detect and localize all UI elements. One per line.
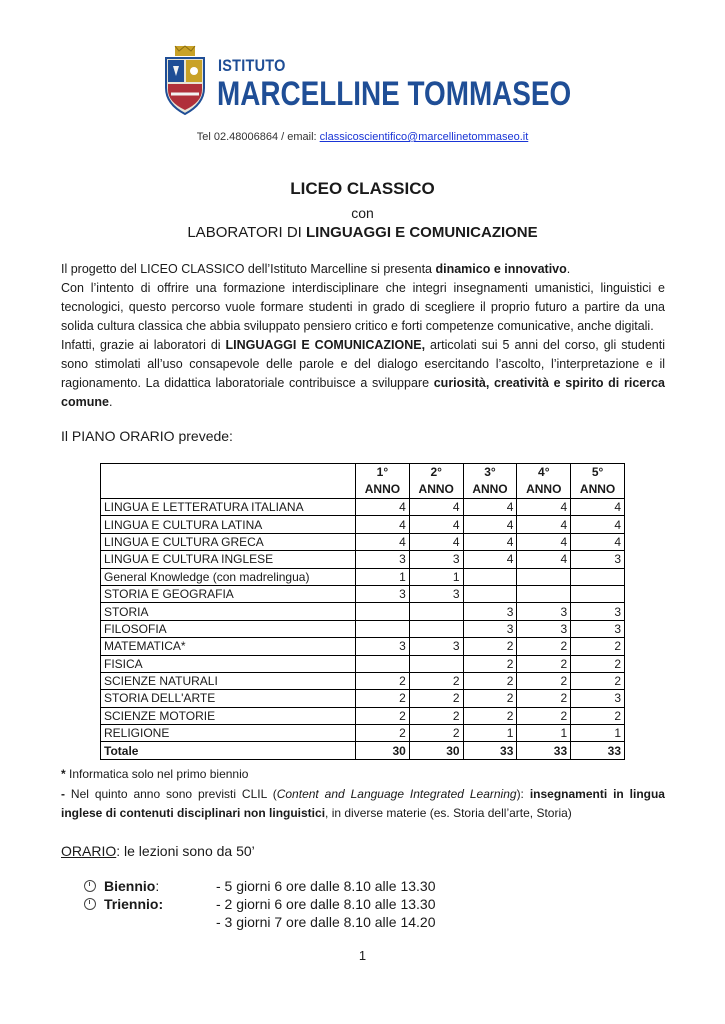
table-row [101,516,625,533]
table-hours-cell: 3 [409,585,463,602]
table-hours-cell: 1 [463,725,517,742]
table-hours-cell: 3 [356,551,410,568]
table-hours-cell: 3 [356,638,410,655]
table-hours-cell [463,585,517,602]
table-subject-cell: LINGUA E CULTURA LATINA [101,516,356,533]
table-subject-cell: LINGUA E CULTURA GRECA [101,533,356,550]
intro-paragraph-2: Con l’intento di offrire una formazione interdisciplinare che integri insegnamenti umanistici, linguistici e tecnologici, questo percorso vuole formare studenti in grado di scegliere il proprio futuro a partire da una solida cultura classica che abbia sviluppato pensiero critico e forti competenze comunicative, anche digitali. [61,281,665,333]
table-hours-cell: 2 [409,725,463,742]
table-hours-cell: 30 [356,742,410,759]
subtitle-con: con [351,205,374,221]
tel-text: Tel 02.48006864 / email: [196,131,320,143]
table-header-year: 2° ANNO [409,464,463,499]
triennio-label: Triennio: [104,896,164,912]
schedule-biennio: Biennio: - 5 giorni 6 ore dalle 8.10 alle 13.30 [84,878,214,894]
table-hours-cell: 1 [517,725,571,742]
table-hours-cell [356,655,410,672]
table-hours-cell [463,568,517,585]
page-title: LICEO CLASSICO [290,179,435,198]
table-hours-cell: 2 [571,638,625,655]
table-hours-cell: 4 [517,499,571,516]
table-hours-cell: 4 [463,533,517,550]
table-row [101,672,625,689]
table-hours-cell: 4 [571,499,625,516]
table-row [101,568,625,585]
table-subject-cell: STORIA [101,603,356,620]
crest-icon [163,44,207,116]
table-row [101,551,625,568]
table-hours-cell: 30 [409,742,463,759]
table-hours-cell: 3 [463,603,517,620]
table-total-row [101,742,625,759]
lab-bold: LINGUAGGI E COMUNICAZIONE [305,224,538,241]
table-hours-cell: 1 [356,568,410,585]
table-hours-cell: 33 [571,742,625,759]
school-logo [163,44,572,116]
table-hours-cell: 2 [517,707,571,724]
subtitle-lab [0,224,725,241]
table-subject-cell: LINGUA E LETTERATURA ITALIANA [101,499,356,516]
table-hours-cell: 4 [517,533,571,550]
orario-heading: ORARIO: le lezioni sono da 50’ [61,843,255,859]
table-hours-cell [409,655,463,672]
table-subject-cell: General Knowledge (con madrelingua) [101,568,356,585]
table-hours-cell: 1 [409,568,463,585]
logo-name: MARCELLINE TOMMASEO [217,75,572,113]
table-hours-cell: 2 [356,725,410,742]
table-hours-cell: 3 [356,585,410,602]
table-hours-cell: 3 [409,551,463,568]
table-subject-cell: STORIA DELL'ARTE [101,690,356,707]
table-hours-cell: 2 [356,672,410,689]
schedule-table [100,463,625,760]
table-hours-cell: 3 [463,620,517,637]
table-hours-cell: 4 [409,533,463,550]
table-subject-cell: SCIENZE NATURALI [101,672,356,689]
table-hours-cell: 2 [517,690,571,707]
triennio-value-2: - 3 giorni 7 ore dalle 8.10 alle 14.20 [216,914,436,930]
table-hours-cell: 4 [356,533,410,550]
table-hours-cell: 4 [517,551,571,568]
table-subject-cell: SCIENZE MOTORIE [101,707,356,724]
table-hours-cell [356,603,410,620]
table-hours-cell: 4 [571,516,625,533]
note-clil: - Nel quinto anno sono previsti CLIL (Content and Language Integrated Learning): insegnamenti in lingua inglese di contenuti disciplinari non linguistici, in diverse materie (es. Storia dell’arte, Storia) [61,787,665,820]
table-hours-cell: 2 [517,672,571,689]
table-hours-cell: 4 [356,516,410,533]
table-hours-cell: 3 [517,603,571,620]
lab-prefix: LABORATORI DI [187,224,306,241]
table-row [101,620,625,637]
table-hours-cell: 4 [517,516,571,533]
table-hours-cell [356,620,410,637]
email-link[interactable]: classicoscientifico@marcellinetommaseo.it [319,131,529,143]
table-subject-cell: RELIGIONE [101,725,356,742]
table-header-year: 5° ANNO [571,464,625,499]
clock-icon [84,898,96,910]
table-row [101,638,625,655]
table-hours-cell: 2 [571,672,625,689]
page-number: 1 [358,948,367,963]
table-hours-cell [409,603,463,620]
table-hours-cell: 4 [571,533,625,550]
table-row [101,707,625,724]
intro-text [61,260,665,412]
table-header-row [101,464,625,499]
table-hours-cell: 2 [356,707,410,724]
intro-paragraph-1: Il progetto del LICEO CLASSICO dell’Istituto Marcelline si presenta dinamico e innovativo. [61,262,571,276]
table-hours-cell [571,585,625,602]
table-hours-cell: 2 [517,655,571,672]
table-row [101,655,625,672]
table-hours-cell [409,620,463,637]
table-hours-cell: 4 [409,516,463,533]
piano-heading: Il PIANO ORARIO prevede: [61,428,233,444]
triennio-value-1: - 2 giorni 6 ore dalle 8.10 alle 13.30 [216,896,436,912]
table-hours-cell: 33 [517,742,571,759]
table-subject-cell: FISICA [101,655,356,672]
table-hours-cell: 2 [409,707,463,724]
table-hours-cell: 2 [571,707,625,724]
table-hours-cell: 3 [571,620,625,637]
table-hours-cell: 1 [571,725,625,742]
table-hours-cell: 2 [409,672,463,689]
table-row [101,603,625,620]
table-row [101,585,625,602]
table-subject-cell: LINGUA E CULTURA INGLESE [101,551,356,568]
table-hours-cell: 33 [463,742,517,759]
table-hours-cell: 3 [571,551,625,568]
table-row [101,725,625,742]
table-hours-cell: 2 [463,707,517,724]
table-hours-cell: 2 [463,690,517,707]
table-hours-cell [571,568,625,585]
table-hours-cell: 4 [463,499,517,516]
table-subject-cell: FILOSOFIA [101,620,356,637]
table-hours-cell: 2 [356,690,410,707]
table-header-empty [101,464,356,499]
table-hours-cell: 3 [409,638,463,655]
table-hours-cell: 2 [517,638,571,655]
table-header-year: 3° ANNO [463,464,517,499]
table-hours-cell: 3 [517,620,571,637]
table-header-year: 4° ANNO [517,464,571,499]
logo-istituto: ISTITUTO [218,56,286,75]
table-subject-cell: MATEMATICA* [101,638,356,655]
table-header-year: 1° ANNO [356,464,410,499]
table-hours-cell: 2 [409,690,463,707]
table-hours-cell: 2 [463,655,517,672]
table-hours-cell: 3 [571,603,625,620]
table-hours-cell: 2 [463,672,517,689]
table-subject-cell: STORIA E GEOGRAFIA [101,585,356,602]
table-hours-cell: 3 [571,690,625,707]
table-hours-cell: 4 [463,516,517,533]
table-row [101,533,625,550]
contact-line [0,131,725,143]
table-hours-cell: 2 [463,638,517,655]
table-hours-cell: 4 [356,499,410,516]
table-hours-cell: 4 [409,499,463,516]
table-hours-cell [517,585,571,602]
table-hours-cell: 2 [571,655,625,672]
schedule-triennio [84,896,436,912]
table-subject-cell: Totale [101,742,356,759]
clock-icon [84,880,96,892]
table-hours-cell: 4 [463,551,517,568]
biennio-value: - 5 giorni 6 ore dalle 8.10 alle 13.30 [216,878,436,894]
table-hours-cell [517,568,571,585]
intro-paragraph-3: Infatti, grazie ai laboratori di LINGUAGGI E COMUNICAZIONE, articolati sui 5 anni del corso, gli studenti sono stimolati all’uso consapevole delle parole e del dialogo esercitando l’ascolto, l’interpretazione e il ragionamento. La didattica laboratoriale contribuisce a sviluppare curiosità, creatività e spirito di ricerca comune. [61,338,665,409]
table-row [101,690,625,707]
table-row [101,499,625,516]
note-informatica: * Informatica solo nel primo biennio [61,767,249,781]
